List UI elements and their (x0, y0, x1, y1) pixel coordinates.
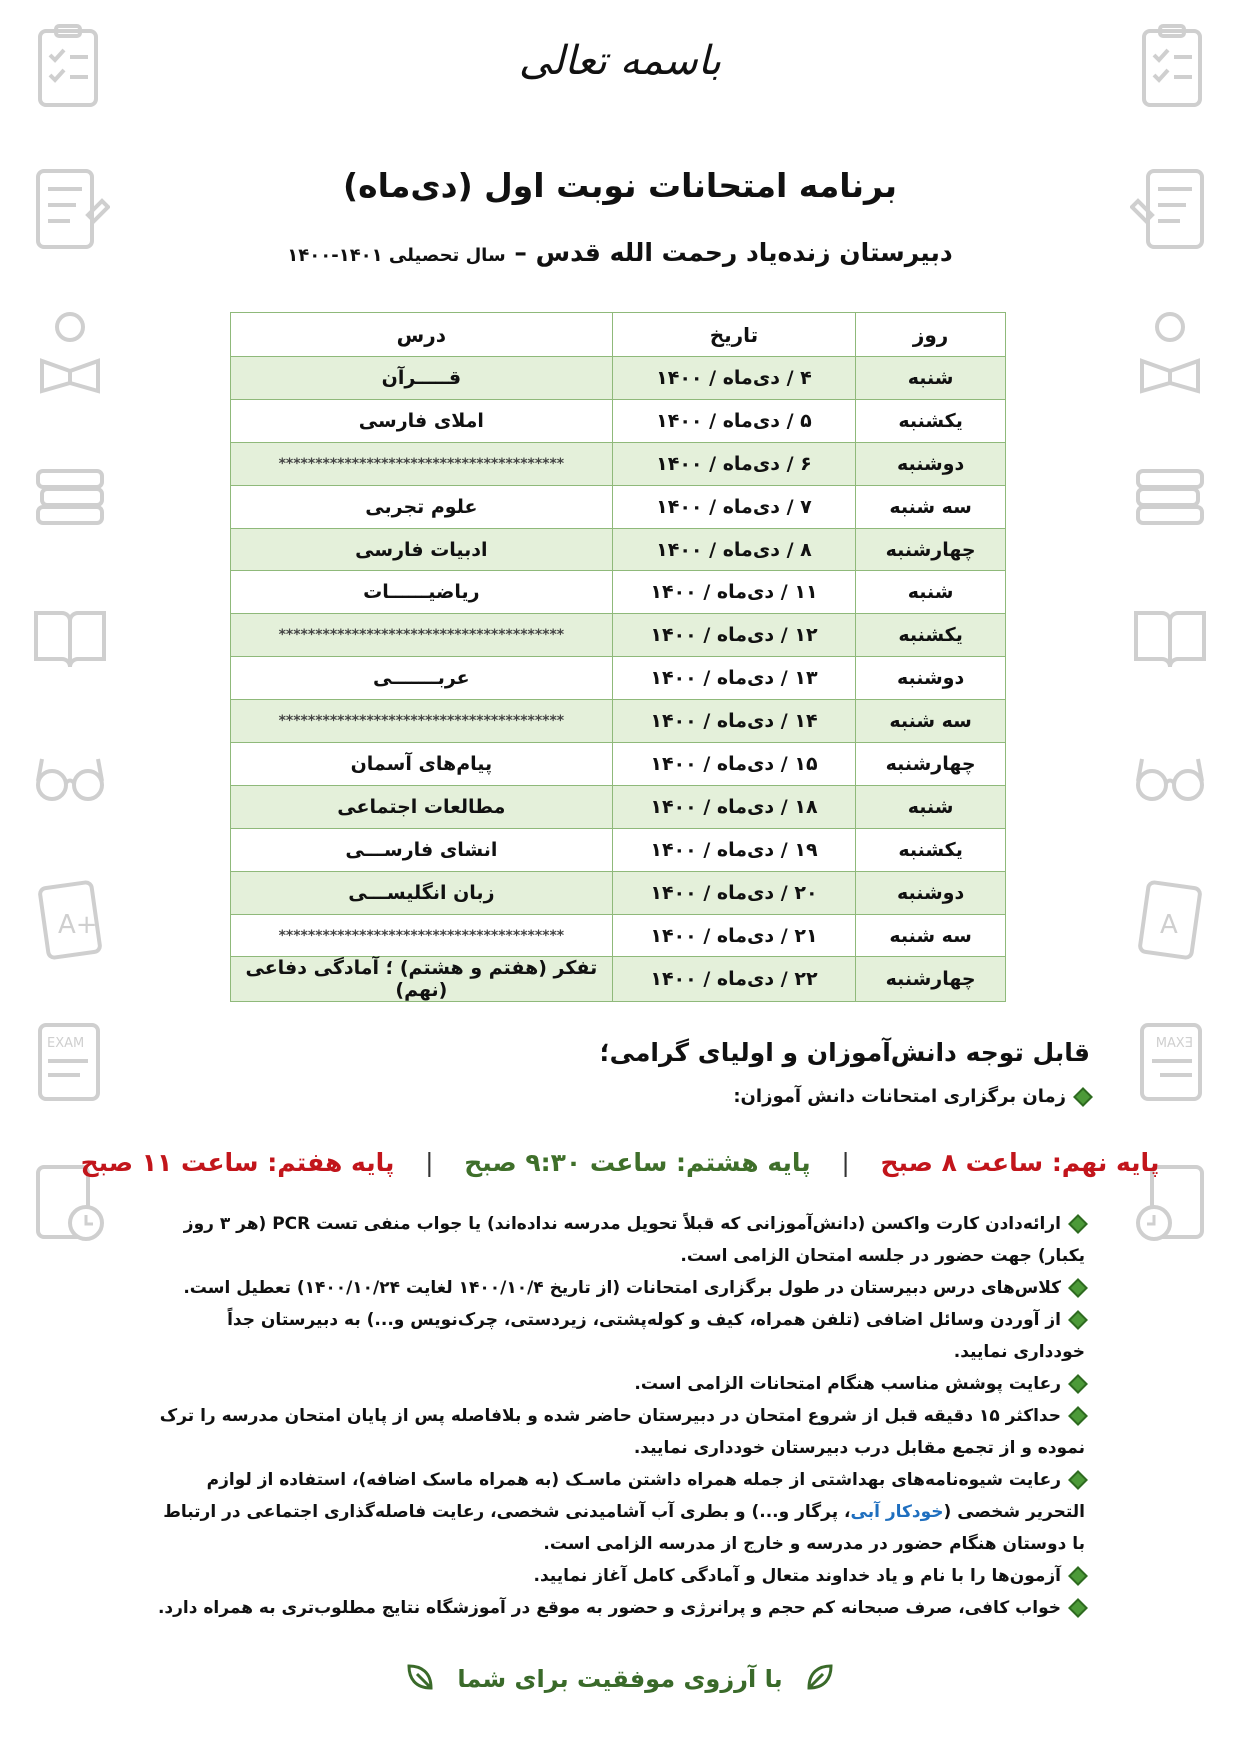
cell-day: شنبه (856, 357, 1006, 400)
cell-date: ۵ / دی‌ماه / ۱۴۰۰ (612, 399, 855, 442)
diamond-bullet-icon (1068, 1278, 1088, 1298)
cell-subject: *************************************** (231, 700, 613, 743)
diamond-bullet-icon (1068, 1598, 1088, 1618)
cell-subject: املای فارسی (231, 399, 613, 442)
cell-date: ۴ / دی‌ماه / ۱۴۰۰ (612, 357, 855, 400)
cell-date: ۱۴ / دی‌ماه / ۱۴۰۰ (612, 700, 855, 743)
table-row (231, 442, 1006, 485)
open-book-icon (22, 588, 118, 684)
blue-pen-highlight: خودکار آبی (850, 1502, 944, 1522)
table-row (231, 871, 1006, 914)
table-row (231, 571, 1006, 614)
footer-text: با آرزوی موفقیت برای شما (457, 1665, 783, 1693)
rule-item: خواب کافی، صرف صبحانه کم حجم و پرانرژی و حضور به موقع در آموزشگاه نتایج مطلوب‌تری به همراه دارد. (150, 1592, 1085, 1624)
rule-item: ارائه‌دادن کارت واکسن (دانش‌آموزانی که قبلاً تحویل مدرسه نداده‌اند) یا جواب منفی تست PCR (هر ۳ روز یکبار) جهت حضور در جلسه امتحان الزامی است. (150, 1208, 1085, 1272)
exam-paper-icon (1122, 1014, 1218, 1110)
cell-subject: *************************************** (231, 614, 613, 657)
open-book-icon (1122, 588, 1218, 684)
cell-subject: *************************************** (231, 914, 613, 957)
glasses-icon (1122, 730, 1218, 826)
header-date: تاریخ (612, 313, 855, 357)
header-subject: درس (231, 313, 613, 357)
svg-text:A+: A+ (58, 910, 98, 940)
school-subtitle (0, 238, 1240, 267)
cell-subject: زبان انگلیســـی (231, 871, 613, 914)
cell-subject: *************************************** (231, 442, 613, 485)
cell-subject: تفکر (هفتم و هشتم) ؛ آمادگی دفاعی (نهم) (231, 957, 613, 1002)
grade8-time: پایه هشتم: ساعت ۹:۳۰ صبح (464, 1148, 811, 1177)
cell-day: یکشنبه (856, 614, 1006, 657)
cell-subject: پیام‌های آسمان (231, 743, 613, 786)
table-row (231, 700, 1006, 743)
cell-subject: انشای فارســـی (231, 828, 613, 871)
rule-item: حداکثر ۱۵ دقیقه قبل از شروع امتحان در دبیرستان حاضر شده و بلافاصله پس از پایان امتحان مدرسه را ترک نموده و از تجمع مقابل درب دبیرستان خودداری نمایید. (150, 1400, 1085, 1464)
header-day: روز (856, 313, 1006, 357)
table-row (231, 957, 1006, 1002)
cell-date: ۸ / دی‌ماه / ۱۴۰۰ (612, 528, 855, 571)
cell-date: ۱۹ / دی‌ماه / ۱۴۰۰ (612, 828, 855, 871)
cell-date: ۷ / دی‌ماه / ۱۴۰۰ (612, 485, 855, 528)
rule-item: رعایت شیوه‌نامه‌های بهداشتی از جمله همراه داشتن ماسـک (به همراه ماسک اضافه)، استفاده از لوازم التحریر شخصی (خودکار آبی، پرگار و...) و بطری آب آشامیدنی شخصی، رعایت فاصله‌گذاری اجتماعی در ارتباط با دوستان هنگام حضور در مدرسه و خارج از مدرسه الزامی است. (150, 1464, 1085, 1560)
diamond-bullet-icon (1068, 1374, 1088, 1394)
rule-item: رعایت پوشش مناسب هنگام امتحانات الزامی است. (150, 1368, 1085, 1400)
cell-date: ۱۲ / دی‌ماه / ۱۴۰۰ (612, 614, 855, 657)
grade9-time: پایه نهم: ساعت ۸ صبح (880, 1148, 1160, 1177)
school-name: دبیرستان زنده‌یاد رحمت الله قدس – (514, 238, 953, 267)
rule-item: آزمون‌ها را با نام و یاد خداوند متعال و آمادگی کامل آغاز نمایید. (150, 1560, 1085, 1592)
right-decor-icons (1122, 20, 1218, 1740)
leaf-icon (405, 1662, 435, 1698)
table-row (231, 743, 1006, 786)
bismillah-calligraphy: باسمه تعالی (518, 38, 722, 84)
diamond-bullet-icon (1073, 1087, 1093, 1107)
cell-subject: عربـــــــی (231, 657, 613, 700)
table-row (231, 485, 1006, 528)
exam-paper-icon (22, 1014, 118, 1110)
books-icon (1122, 446, 1218, 542)
table-header-row (231, 313, 1006, 357)
grade7-time: پایه هفتم: ساعت ۱۱ صبح (80, 1148, 395, 1177)
table-row (231, 357, 1006, 400)
cell-day: سه شنبه (856, 485, 1006, 528)
cell-subject: ریاضیــــــات (231, 571, 613, 614)
cell-subject: مطالعات اجتماعی (231, 785, 613, 828)
graded-paper-icon (1122, 872, 1218, 968)
graded-paper-icon (22, 872, 118, 968)
books-icon (22, 446, 118, 542)
student-reading-icon (22, 304, 118, 400)
grade-times (0, 1148, 1240, 1177)
table-row (231, 828, 1006, 871)
diamond-bullet-icon (1068, 1566, 1088, 1586)
cell-day: یکشنبه (856, 399, 1006, 442)
grade-separator: | (425, 1148, 434, 1177)
schedule-body (231, 357, 1006, 1002)
cell-day: شنبه (856, 571, 1006, 614)
table-row (231, 528, 1006, 571)
cell-date: ۱۸ / دی‌ماه / ۱۴۰۰ (612, 785, 855, 828)
cell-day: دوشنبه (856, 871, 1006, 914)
cell-date: ۲۲ / دی‌ماه / ۱۴۰۰ (612, 957, 855, 1002)
cell-day: چهارشنبه (856, 528, 1006, 571)
exam-schedule-table (230, 312, 1006, 1002)
cell-day: شنبه (856, 785, 1006, 828)
notice-heading: قابل توجه دانش‌آموزان و اولیای گرامی؛ (599, 1038, 1090, 1067)
cell-date: ۲۱ / دی‌ماه / ۱۴۰۰ (612, 914, 855, 957)
cell-day: چهارشنبه (856, 743, 1006, 786)
svg-text:A: A (1160, 910, 1178, 940)
rules-list (150, 1208, 1085, 1624)
page-title: برنامه امتحانات نوبت اول (دی‌ماه) (343, 166, 897, 205)
left-decor-icons (22, 20, 118, 1740)
svg-text:EXAM: EXAM (47, 1036, 85, 1051)
cell-date: ۱۳ / دی‌ماه / ۱۴۰۰ (612, 657, 855, 700)
cell-day: دوشنبه (856, 657, 1006, 700)
diamond-bullet-icon (1068, 1470, 1088, 1490)
cell-day: سه شنبه (856, 700, 1006, 743)
rule-item: کلاس‌های درس دبیرستان در طول برگزاری امتحانات (از تاریخ ۱۴۰۰/۱۰/۴ لغایت ۱۴۰۰/۱۰/۲۴) تعطیل است. (150, 1272, 1085, 1304)
diamond-bullet-icon (1068, 1310, 1088, 1330)
table-row (231, 657, 1006, 700)
cell-day: سه شنبه (856, 914, 1006, 957)
exam-time-heading (130, 1086, 1090, 1107)
table-row (231, 614, 1006, 657)
cell-date: ۱۱ / دی‌ماه / ۱۴۰۰ (612, 571, 855, 614)
cell-subject: ادبیات فارسی (231, 528, 613, 571)
diamond-bullet-icon (1068, 1214, 1088, 1234)
cell-date: ۱۵ / دی‌ماه / ۱۴۰۰ (612, 743, 855, 786)
diamond-bullet-icon (1068, 1406, 1088, 1426)
cell-day: یکشنبه (856, 828, 1006, 871)
table-row (231, 785, 1006, 828)
table-row (231, 914, 1006, 957)
rule-item: از آوردن وسائل اضافی (تلفن همراه، کیف و کوله‌پشتی، زیردستی، چرک‌نویس و...) به دبیرستان جداً خودداری نمایید. (150, 1304, 1085, 1368)
cell-subject: قـــــرآن (231, 357, 613, 400)
glasses-icon (22, 730, 118, 826)
student-reading-icon (1122, 304, 1218, 400)
academic-year: سال تحصیلی ۱۴۰۱-۱۴۰۰ (287, 245, 506, 266)
grade-separator: | (841, 1148, 850, 1177)
footer-wish (0, 1662, 1240, 1698)
cell-subject: علوم تجربی (231, 485, 613, 528)
cell-date: ۲۰ / دی‌ماه / ۱۴۰۰ (612, 871, 855, 914)
svg-text:EXAM: EXAM (1155, 1036, 1193, 1051)
exam-time-label: زمان برگزاری امتحانات دانش آموزان: (733, 1086, 1066, 1107)
cell-date: ۶ / دی‌ماه / ۱۴۰۰ (612, 442, 855, 485)
table-row (231, 399, 1006, 442)
cell-day: چهارشنبه (856, 957, 1006, 1002)
leaf-icon (805, 1662, 835, 1698)
cell-day: دوشنبه (856, 442, 1006, 485)
